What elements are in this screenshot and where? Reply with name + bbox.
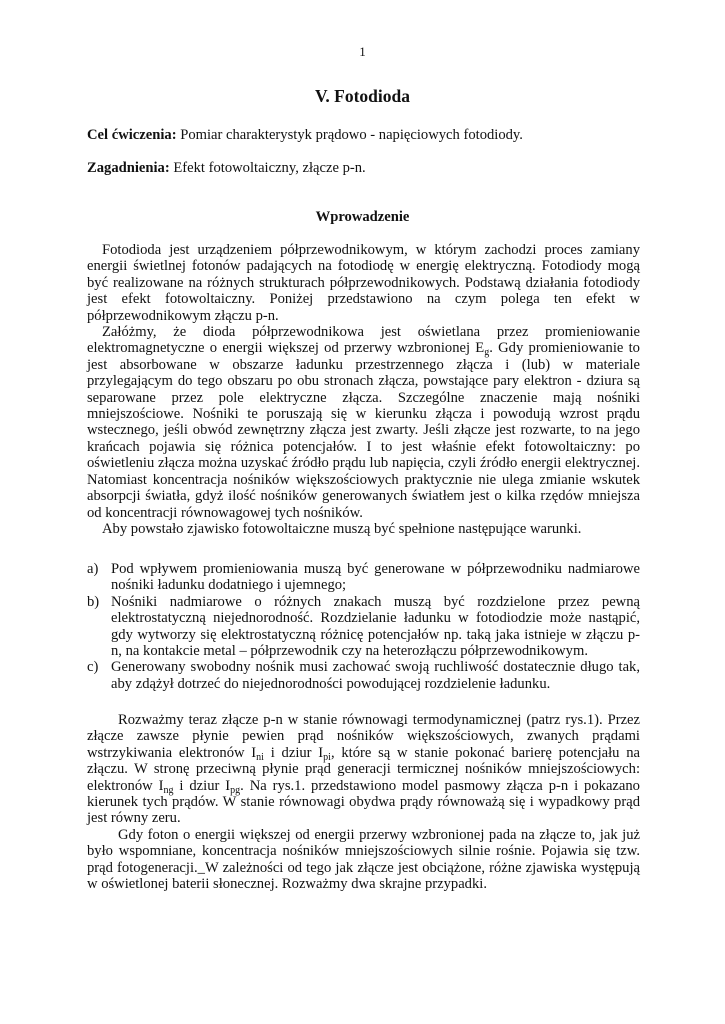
text-run: Rozważmy teraz złącze p-n w stanie równowagi termodynamicznej (patrz rys.1). Przez złącze zawsze płynie pewien prąd nośników większościowych, zwanych prądami wstrzykiwania elektronów I	[87, 712, 640, 761]
text-run: i dziur I	[173, 777, 231, 794]
exercise-topics-label: Zagadnienia:	[87, 160, 170, 176]
list-item-text: Pod wpływem promieniowania muszą być generowane w półprzewodniku nadmiarowe nośniki ładunku dodatniego i ujemnego;	[111, 561, 640, 594]
exercise-topics-text: Efekt fotowoltaiczny, złącze p-n.	[169, 160, 366, 176]
list-marker: a)	[87, 561, 99, 577]
paragraph-definition: Fotodioda jest urządzeniem półprzewodnikowym, w którym zachodzi proces zamiany energii świetlnej fotonów padających na fotodiodę w energię elektryczną. Fotodiody mogą być realizowane na różnych strukturach półprzewodnikowych. Podstawą działania fotodiody jest efekt fotowoltaiczny. Poniżej przedstawiono na czym polega ten efekt w półprzewodnikowym złączu p-n.	[87, 242, 640, 324]
intro-section	[87, 242, 640, 537]
document-title: V. Fotodioda	[315, 86, 410, 106]
exercise-goal-label: Cel ćwiczenia:	[87, 127, 177, 143]
paragraph-photogeneration: Gdy foton o energii większej od energii przerwy wzbronionej pada na złącze to, jak już było wspomniane, koncentracja nośników mniejszościowych silnie rośnie. Pojawia się tzw. prąd fotogeneracji._W zależności od tego jak złącze jest obciążone, różne zjawiska występują w oświetlonej baterii słonecznej. Rozważmy dwa skrajne przypadki.	[87, 826, 640, 893]
section-heading: Wprowadzenie	[315, 209, 410, 225]
list-item	[87, 594, 640, 660]
text-run: i dziur I	[263, 744, 324, 761]
list-item-text: Generowany swobodny nośnik musi zachować swoją ruchliwość dostatecznie długo tak, aby zdążył dotrzeć do niejednorodności powodującej rozdzielenie ładunku.	[111, 659, 640, 692]
list-marker: c)	[87, 659, 99, 676]
subscript: ng	[163, 784, 174, 796]
page-number: 1	[359, 44, 366, 59]
subscript: ni	[256, 751, 264, 763]
text-run: , które są w stanie pokonać barierę potencjału na złączu. W stronę przeciwną płynie prąd generacji termicznej nośników mniejszościowych: elektronów I	[87, 744, 640, 794]
pn-junction-section	[87, 712, 640, 892]
subscript: g	[484, 347, 490, 359]
subscript: pi	[323, 751, 331, 763]
exercise-goal	[87, 127, 647, 143]
conditions-list-container	[87, 561, 640, 692]
list-marker: b)	[87, 593, 100, 610]
list-item-text: Nośniki nadmiarowe o różnych znakach muszą być rozdzielone przez pewną elektrostatyczną niejednorodność. Rozdzielanie ładunku w fotodiodzie może nastąpić, gdy wytworzy się elektrostatyczną różnicę potencjałów np. taką jaka istnieje w złączu p-n, na kontakcie metal – półprzewodnik czy na heterozłączu półprzewodnikowym.	[111, 593, 640, 660]
paragraph-pn-equilibrium	[87, 712, 640, 827]
paragraph-photovoltaic-effect	[87, 324, 640, 521]
subscript: pg	[230, 784, 241, 796]
list-item	[87, 659, 640, 692]
paragraph-conditions-intro: Aby powstało zjawisko fotowoltaiczne muszą być spełnione następujące warunki.	[102, 520, 582, 537]
text-run: Załóżmy, że dioda półprzewodnikowa jest oświetlana przez promieniowanie elektromagnetyczne o energii większej od przerwy wzbronionej E	[87, 324, 640, 357]
exercise-topics	[87, 160, 647, 176]
conditions-list	[87, 561, 640, 692]
exercise-goal-text: Pomiar charakterystyk prądowo - napięciowych fotodiody.	[176, 127, 523, 143]
text-run: . Gdy promieniowanie to jest absorbowane w obszarze ładunku przestrzennego złącza i (lub) w materiale przylegającym do tego obszaru po obu stronach złącza, powstające pary elektron - dziura są separowane przez pole elektryczne złącza. Szczególne znaczenie mają nośniki mniejszościowe. Nośniki te poruszają się w kierunku złącza i powodują wzrost prądu wstecznego, jeśli obwód zewnętrzny złącza jest zwarty. Jeśli złącze jest rozwarte, to na jego krańcach pojawia się różnica potencjałów. I to jest właśnie efekt fotowoltaiczny: po oświetleniu złącza można uzyskać źródło prądu lub napięcia, czyli źródło energii elektrycznej. Natomiast koncentracja nośników większościowych praktycznie nie ulega zmianie wskutek absorpcji światła, gdyż ilość nośników generowanych światłem jest o kilka rzędów mniejsza od koncentracji równowagowej tych nośników.	[87, 340, 640, 521]
list-item	[87, 561, 640, 594]
text-run: . Na rys.1. przedstawiono model pasmowy złącza p-n i pokazano kierunek tych prądów. W stanie równowagi obydwa prądy równoważą się i wypadkowy prąd jest równy zeru.	[87, 777, 640, 827]
